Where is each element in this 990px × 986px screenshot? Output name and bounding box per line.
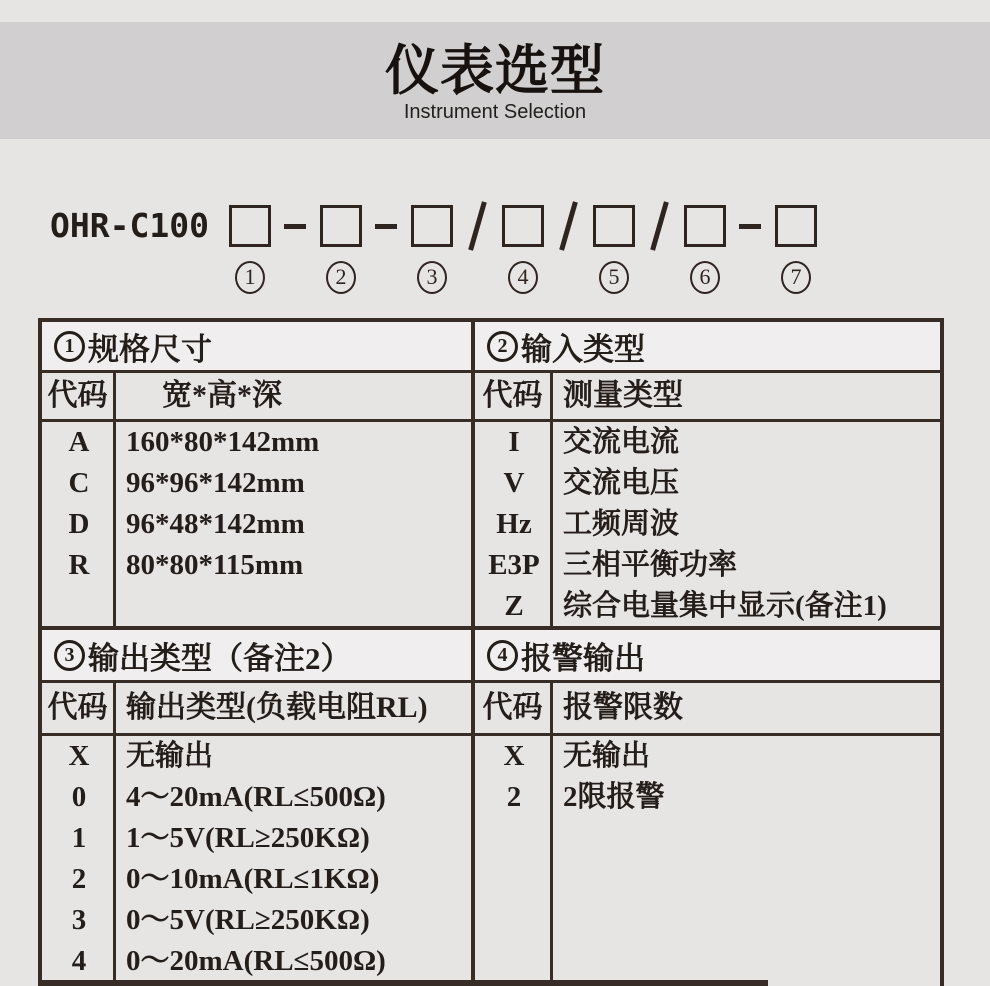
table-row [42,463,471,504]
table-row [475,545,940,586]
table-rows [42,736,471,986]
table-row [475,736,940,777]
column-header-value: 宽*高*深 [162,379,282,412]
column-header-value: 测量类型 [563,379,683,412]
row-value: 4～20mA(RL≤500Ω) [126,781,386,813]
slash-separator [635,198,684,254]
table-spec-size [42,322,471,630]
table-row [475,463,940,504]
model-code-box [684,205,726,289]
table-row [42,818,471,859]
table-row [475,504,940,545]
table-rows [475,736,940,986]
table-row [42,900,471,941]
table-row [42,941,471,982]
model-code-box [502,205,544,289]
section-header-2 [475,322,940,373]
section-number-badge: 1 [54,331,85,362]
row-code: X [68,740,90,772]
position-number-circle: 7 [781,261,811,294]
column-header-code: 代码 [42,683,116,733]
page-title: 仪表选型 [385,41,605,101]
model-format-row [50,205,817,289]
row-code: Hz [496,508,532,540]
section-header-4 [475,630,940,683]
table-left-column [42,322,475,986]
section-title: 报警输出 [521,640,645,676]
model-code-box [775,205,817,289]
position-number-circle: 4 [508,261,538,294]
model-prefix: OHR-C100 [50,206,209,245]
table-alarm-output [475,630,940,986]
position-number-circle: 3 [417,261,447,294]
column-header-code: 代码 [475,373,553,419]
row-value: 无输出 [563,740,651,772]
column-header-row [42,683,471,736]
dash-separator [726,198,775,254]
page-subtitle: Instrument Selection [403,101,587,123]
row-code: E3P [488,549,540,581]
slash-separator [544,198,593,254]
row-value: 三相平衡功率 [563,549,738,581]
row-code: 1 [71,822,87,854]
slash-separator [453,198,502,254]
model-format [229,198,817,289]
row-code: 2 [506,781,522,813]
position-number-circle: 5 [599,261,629,294]
row-code: C [68,467,90,499]
row-code: 4 [71,945,87,977]
table-bottom-rule [38,980,768,986]
model-code-box [229,205,271,289]
row-value: 无输出 [126,740,214,772]
table-output-type [42,630,471,986]
row-code: V [503,467,525,499]
row-value: 工频周波 [563,508,680,540]
section-title: 输入类型 [521,331,645,367]
row-value: 1～5V(RL≥250KΩ) [126,822,370,854]
table-row [475,777,940,818]
row-value: 2限报警 [563,781,665,813]
row-code: 0 [71,781,87,813]
table-row [475,422,940,463]
table-row [42,504,471,545]
section-header-3 [42,630,471,683]
column-header-code: 代码 [42,373,116,419]
row-code: Z [504,590,524,622]
row-code: R [68,549,90,581]
slash-icon [650,201,669,250]
dash-icon [739,224,761,229]
section-number-badge: 4 [487,640,518,671]
row-value: 160*80*142mm [126,426,320,458]
row-value: 交流电压 [563,467,680,499]
row-code: I [508,426,520,458]
slash-icon [559,201,578,250]
selection-table [38,318,944,986]
section-number-badge: 3 [54,640,85,671]
section-title: 输出类型（备注2） [88,640,352,676]
row-value: 0～20mA(RL≤500Ω) [126,945,386,977]
column-header-row [475,373,940,422]
slash-icon [468,201,487,250]
table-rows [42,422,471,630]
dash-icon [284,224,306,229]
header-band [0,22,990,139]
row-value: 0～5V(RL≥250KΩ) [126,904,370,936]
dash-separator [362,198,411,254]
table-row [42,422,471,463]
table-right-column [475,322,940,986]
column-header-row [475,683,940,736]
row-code: D [68,508,90,540]
section-title: 规格尺寸 [88,331,212,367]
table-input-type [475,322,940,630]
dash-icon [375,224,397,229]
row-value: 96*48*142mm [126,508,305,540]
row-code: 2 [71,863,87,895]
row-code: 3 [71,904,87,936]
table-rows [475,422,940,630]
row-code: X [503,740,525,772]
model-code-box [593,205,635,289]
table-row [42,859,471,900]
position-number-circle: 1 [235,261,265,294]
model-code-box [411,205,453,289]
row-code: A [68,426,90,458]
row-value: 80*80*115mm [126,549,304,581]
model-code-box [320,205,362,289]
table-row [42,736,471,777]
section-number-badge: 2 [487,331,518,362]
column-header-row [42,373,471,422]
dash-separator [271,198,320,254]
table-row [42,545,471,586]
row-value: 综合电量集中显示(备注1) [563,590,887,622]
row-value: 96*96*142mm [126,467,305,499]
position-number-circle: 6 [690,261,720,294]
row-value: 交流电流 [563,426,680,458]
column-header-code: 代码 [475,683,553,733]
table-row [42,777,471,818]
section-header-1 [42,322,471,373]
column-header-value: 报警限数 [563,691,683,724]
position-number-circle: 2 [326,261,356,294]
column-header-value: 输出类型(负载电阻RL) [126,691,428,724]
row-value: 0～10mA(RL≤1KΩ) [126,863,380,895]
table-row [475,586,940,627]
